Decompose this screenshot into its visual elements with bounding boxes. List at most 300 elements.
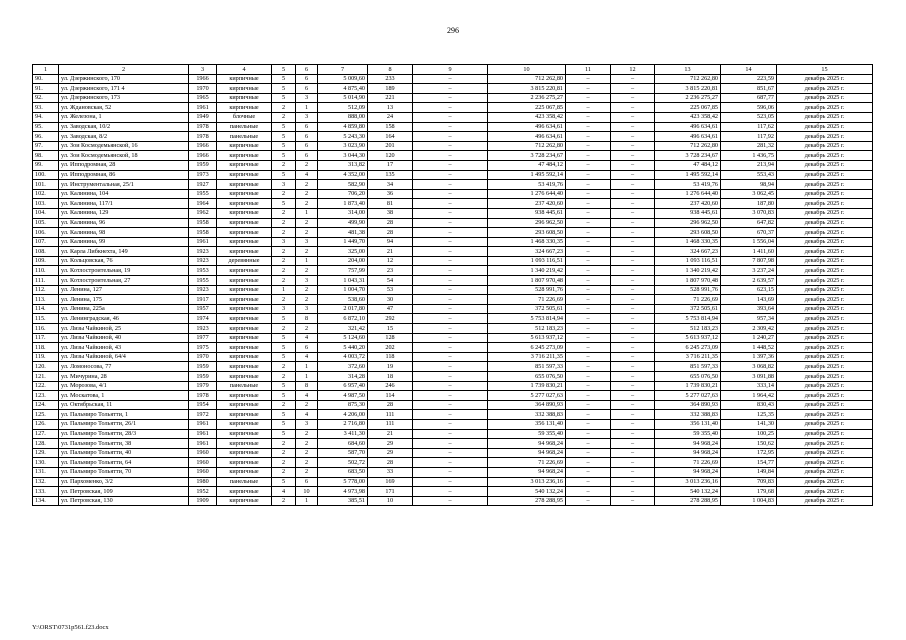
cell-cost-per-sqm: 851,67 — [721, 84, 777, 94]
cell-entrances: 2 — [296, 429, 318, 439]
cell-residents: 111 — [368, 410, 413, 420]
cell-cost-per-sqm: 333,14 — [721, 381, 777, 391]
cell-cost-2: – — [566, 333, 611, 343]
cell-total-area: 5 124,60 — [318, 333, 368, 343]
cell-cost-total: 71 226,69 — [488, 295, 566, 305]
cell-cost-sum: 3 728 234,67 — [655, 151, 721, 161]
cell-cost-2: – — [566, 381, 611, 391]
cell-cost-sum: 324 667,23 — [655, 247, 721, 257]
cell-floors: 5 — [272, 151, 296, 161]
cell-residents: 189 — [368, 84, 413, 94]
cell-cost-total: 1 739 830,21 — [488, 381, 566, 391]
cell-cost-1: – — [413, 122, 488, 132]
cell-floors: 5 — [272, 429, 296, 439]
cell-address: ул. Заводская, 8/2 — [59, 132, 189, 142]
cell-cost-1: – — [413, 170, 488, 180]
cell-residents: 201 — [368, 141, 413, 151]
table-row — [33, 496, 873, 506]
cell-cost-sum: 225 067,85 — [655, 103, 721, 113]
cell-cost-total: 1 495 592,14 — [488, 170, 566, 180]
cell-deadline: декабрь 2025 г. — [777, 103, 873, 113]
cell-address: ул. Карла Либкнехта, 149 — [59, 247, 189, 257]
cell-entrances: 2 — [296, 266, 318, 276]
cell-row-number: 99. — [33, 160, 59, 170]
cell-residents: 202 — [368, 343, 413, 353]
cell-cost-total: 278 288,95 — [488, 496, 566, 506]
cell-deadline: декабрь 2025 г. — [777, 122, 873, 132]
cell-year-built: 1970 — [189, 352, 217, 362]
cell-address: ул. Октябрьская, 11 — [59, 400, 189, 410]
cell-cost-per-sqm: 687,77 — [721, 93, 777, 103]
cell-wall-material: кирпичные — [217, 458, 272, 468]
cell-cost-total: 712 262,80 — [488, 74, 566, 84]
cell-deadline: декабрь 2025 г. — [777, 343, 873, 353]
cell-deadline: декабрь 2025 г. — [777, 151, 873, 161]
cell-year-built: 1961 — [189, 237, 217, 247]
cell-wall-material: кирпичные — [217, 199, 272, 209]
cell-total-area: 582,90 — [318, 180, 368, 190]
cell-floors: 2 — [272, 208, 296, 218]
cell-entrances: 8 — [296, 381, 318, 391]
cell-entrances: 6 — [296, 84, 318, 94]
cell-row-number: 96. — [33, 132, 59, 142]
cell-cost-1: – — [413, 285, 488, 295]
table-row — [33, 304, 873, 314]
table-row — [33, 429, 873, 439]
cell-floors: 2 — [272, 276, 296, 286]
cell-cost-per-sqm: 117,62 — [721, 122, 777, 132]
cell-total-area: 499,90 — [318, 218, 368, 228]
cell-entrances: 3 — [296, 237, 318, 247]
cell-cost-sum: 1 495 592,14 — [655, 170, 721, 180]
cell-cost-2: – — [566, 324, 611, 334]
cell-entrances: 3 — [296, 276, 318, 286]
cell-address: ул. Дзержинского, 170 — [59, 74, 189, 84]
cell-year-built: 1923 — [189, 324, 217, 334]
cell-year-built: 1966 — [189, 141, 217, 151]
cell-wall-material: кирпичные — [217, 228, 272, 238]
cell-total-area: 313,82 — [318, 160, 368, 170]
cell-row-number: 109. — [33, 256, 59, 266]
cell-row-number: 95. — [33, 122, 59, 132]
cell-cost-1: – — [413, 343, 488, 353]
cell-cost-total: 296 962,50 — [488, 218, 566, 228]
cell-cost-2: – — [566, 247, 611, 257]
cell-year-built: 1970 — [189, 84, 217, 94]
cell-total-area: 684,60 — [318, 439, 368, 449]
cell-cost-1: – — [413, 199, 488, 209]
cell-cost-sum: 59 355,40 — [655, 429, 721, 439]
cell-cost-sum: 496 634,61 — [655, 132, 721, 142]
cell-cost-sum: 496 634,61 — [655, 122, 721, 132]
cell-entrances: 2 — [296, 180, 318, 190]
table-row — [33, 237, 873, 247]
column-number-14: 14 — [721, 65, 777, 75]
cell-address: ул. Зои Космодемьянской, 16 — [59, 141, 189, 151]
cell-wall-material: кирпичные — [217, 141, 272, 151]
cell-wall-material: кирпичные — [217, 170, 272, 180]
cell-wall-material: кирпичные — [217, 237, 272, 247]
cell-cost-1: – — [413, 218, 488, 228]
cell-cost-2: – — [566, 477, 611, 487]
table-row — [33, 352, 873, 362]
cell-cost-per-sqm: 213,94 — [721, 160, 777, 170]
cell-total-area: 5 440,20 — [318, 343, 368, 353]
cell-cost-sum: 851 597,33 — [655, 362, 721, 372]
cell-cost-sum: 938 445,61 — [655, 208, 721, 218]
column-number-11: 11 — [566, 65, 611, 75]
cell-deadline: декабрь 2025 г. — [777, 314, 873, 324]
cell-cost-3: – — [611, 362, 655, 372]
cell-entrances: 6 — [296, 74, 318, 84]
cell-cost-3: – — [611, 496, 655, 506]
cell-entrances: 2 — [296, 228, 318, 238]
cell-address: ул. Ленина, 225а — [59, 304, 189, 314]
cell-cost-per-sqm: 670,37 — [721, 228, 777, 238]
cell-row-number: 112. — [33, 285, 59, 295]
cell-cost-total: 938 445,61 — [488, 208, 566, 218]
cell-cost-2: – — [566, 160, 611, 170]
cell-total-area: 4 206,00 — [318, 410, 368, 420]
cell-year-built: 1972 — [189, 410, 217, 420]
table-row — [33, 381, 873, 391]
cell-floors: 5 — [272, 352, 296, 362]
cell-floors: 2 — [272, 324, 296, 334]
cell-entrances: 4 — [296, 391, 318, 401]
cell-row-number: 106. — [33, 228, 59, 238]
table-row — [33, 218, 873, 228]
cell-total-area: 5 014,90 — [318, 93, 368, 103]
cell-floors: 5 — [272, 122, 296, 132]
cell-residents: 171 — [368, 487, 413, 497]
cell-address: ул. Калинина, 96 — [59, 218, 189, 228]
table-row — [33, 324, 873, 334]
cell-cost-3: – — [611, 448, 655, 458]
cell-deadline: декабрь 2025 г. — [777, 295, 873, 305]
cell-cost-sum: 6 245 273,09 — [655, 343, 721, 353]
cell-cost-1: – — [413, 314, 488, 324]
cell-address: ул. Пархоменко, 3/2 — [59, 477, 189, 487]
cell-cost-1: – — [413, 208, 488, 218]
cell-deadline: декабрь 2025 г. — [777, 276, 873, 286]
cell-cost-3: – — [611, 208, 655, 218]
cell-cost-2: – — [566, 180, 611, 190]
cell-cost-3: – — [611, 276, 655, 286]
cell-row-number: 103. — [33, 199, 59, 209]
cell-wall-material: кирпичные — [217, 410, 272, 420]
cell-deadline: декабрь 2025 г. — [777, 439, 873, 449]
cell-row-number: 104. — [33, 208, 59, 218]
cell-deadline: декабрь 2025 г. — [777, 208, 873, 218]
cell-cost-1: – — [413, 180, 488, 190]
cell-row-number: 114. — [33, 304, 59, 314]
table-row — [33, 208, 873, 218]
cell-cost-sum: 332 388,83 — [655, 410, 721, 420]
cell-wall-material: кирпичные — [217, 448, 272, 458]
cell-row-number: 94. — [33, 112, 59, 122]
column-number-row — [33, 65, 873, 75]
cell-cost-sum: 5 277 027,63 — [655, 391, 721, 401]
table-row — [33, 84, 873, 94]
cell-deadline: декабрь 2025 г. — [777, 237, 873, 247]
cell-cost-2: – — [566, 458, 611, 468]
cell-row-number: 120. — [33, 362, 59, 372]
cell-cost-1: – — [413, 458, 488, 468]
cell-total-area: 1 004,70 — [318, 285, 368, 295]
cell-cost-per-sqm: 3 062,45 — [721, 189, 777, 199]
table-row — [33, 103, 873, 113]
cell-cost-3: – — [611, 304, 655, 314]
cell-entrances: 2 — [296, 218, 318, 228]
cell-cost-1: – — [413, 439, 488, 449]
cell-cost-total: 496 634,61 — [488, 132, 566, 142]
table-row — [33, 170, 873, 180]
cell-cost-2: – — [566, 74, 611, 84]
cell-row-number: 110. — [33, 266, 59, 276]
cell-cost-sum: 1 739 830,21 — [655, 381, 721, 391]
cell-total-area: 5 243,30 — [318, 132, 368, 142]
cell-entrances: 3 — [296, 112, 318, 122]
cell-year-built: 1961 — [189, 439, 217, 449]
cell-deadline: декабрь 2025 г. — [777, 429, 873, 439]
cell-year-built: 1961 — [189, 429, 217, 439]
cell-wall-material: кирпичные — [217, 496, 272, 506]
cell-year-built: 1959 — [189, 160, 217, 170]
cell-cost-total: 540 132,24 — [488, 487, 566, 497]
cell-row-number: 124. — [33, 400, 59, 410]
cell-cost-sum: 71 226,69 — [655, 458, 721, 468]
cell-cost-3: – — [611, 458, 655, 468]
cell-deadline: декабрь 2025 г. — [777, 93, 873, 103]
cell-address: ул. Лизы Чайкиной, 40 — [59, 333, 189, 343]
cell-cost-3: – — [611, 295, 655, 305]
cell-deadline: декабрь 2025 г. — [777, 199, 873, 209]
table-row — [33, 160, 873, 170]
cell-deadline: декабрь 2025 г. — [777, 372, 873, 382]
cell-cost-sum: 3 013 236,16 — [655, 477, 721, 487]
cell-floors: 2 — [272, 247, 296, 257]
cell-cost-3: – — [611, 160, 655, 170]
cell-total-area: 385,51 — [318, 496, 368, 506]
cell-cost-sum: 1 340 219,42 — [655, 266, 721, 276]
cell-floors: 2 — [272, 256, 296, 266]
cell-cost-2: – — [566, 237, 611, 247]
cell-cost-per-sqm: 7 807,98 — [721, 256, 777, 266]
cell-residents: 21 — [368, 429, 413, 439]
cell-total-area: 706,20 — [318, 189, 368, 199]
cell-wall-material: блочные — [217, 112, 272, 122]
cell-wall-material: панельные — [217, 477, 272, 487]
cell-residents: 28 — [368, 228, 413, 238]
cell-cost-1: – — [413, 160, 488, 170]
column-number-4: 4 — [217, 65, 272, 75]
cell-deadline: декабрь 2025 г. — [777, 189, 873, 199]
cell-cost-per-sqm: 3 091,88 — [721, 372, 777, 382]
cell-address: ул. Пальмиро Тольятти, 64 — [59, 458, 189, 468]
cell-cost-1: – — [413, 419, 488, 429]
cell-cost-2: – — [566, 266, 611, 276]
cell-cost-total: 3 815 220,81 — [488, 84, 566, 94]
cell-address: ул. Лизы Чайкиной, 64/4 — [59, 352, 189, 362]
cell-cost-total: 1 468 330,35 — [488, 237, 566, 247]
cell-year-built: 1959 — [189, 362, 217, 372]
cell-entrances: 2 — [296, 295, 318, 305]
table-row — [33, 477, 873, 487]
cell-cost-3: – — [611, 410, 655, 420]
table-row — [33, 458, 873, 468]
cell-cost-sum: 5 613 937,12 — [655, 333, 721, 343]
cell-floors: 2 — [272, 103, 296, 113]
cell-cost-1: – — [413, 141, 488, 151]
cell-cost-1: – — [413, 189, 488, 199]
cell-total-area: 1 043,31 — [318, 276, 368, 286]
table-row — [33, 141, 873, 151]
housing-register-table — [32, 64, 873, 506]
cell-floors: 5 — [272, 333, 296, 343]
cell-total-area: 204,00 — [318, 256, 368, 266]
cell-year-built: 1979 — [189, 381, 217, 391]
cell-year-built: 1961 — [189, 419, 217, 429]
cell-year-built: 1960 — [189, 458, 217, 468]
cell-entrances: 1 — [296, 256, 318, 266]
cell-cost-1: – — [413, 266, 488, 276]
table-row — [33, 93, 873, 103]
cell-floors: 3 — [272, 304, 296, 314]
cell-cost-total: 53 419,76 — [488, 180, 566, 190]
cell-residents: 81 — [368, 199, 413, 209]
cell-address: ул. Кольцовская, 76 — [59, 256, 189, 266]
cell-row-number: 116. — [33, 324, 59, 334]
cell-floors: 3 — [272, 180, 296, 190]
cell-total-area: 4 859,80 — [318, 122, 368, 132]
cell-cost-2: – — [566, 372, 611, 382]
cell-cost-total: 356 131,40 — [488, 419, 566, 429]
cell-entrances: 2 — [296, 400, 318, 410]
cell-deadline: декабрь 2025 г. — [777, 419, 873, 429]
cell-residents: 292 — [368, 314, 413, 324]
cell-total-area: 4 003,72 — [318, 352, 368, 362]
cell-deadline: декабрь 2025 г. — [777, 458, 873, 468]
cell-floors: 2 — [272, 218, 296, 228]
cell-row-number: 126. — [33, 419, 59, 429]
cell-address: ул. Лизы Чайкиной, 25 — [59, 324, 189, 334]
cell-floors: 5 — [272, 381, 296, 391]
cell-residents: 33 — [368, 467, 413, 477]
cell-cost-2: – — [566, 199, 611, 209]
cell-cost-1: – — [413, 237, 488, 247]
cell-wall-material: кирпичные — [217, 208, 272, 218]
cell-wall-material: кирпичные — [217, 429, 272, 439]
table-row — [33, 112, 873, 122]
cell-cost-1: – — [413, 103, 488, 113]
cell-cost-3: – — [611, 132, 655, 142]
cell-residents: 34 — [368, 180, 413, 190]
cell-year-built: 1917 — [189, 295, 217, 305]
cell-cost-sum: 655 076,50 — [655, 372, 721, 382]
cell-residents: 29 — [368, 439, 413, 449]
cell-wall-material: кирпичные — [217, 189, 272, 199]
cell-entrances: 6 — [296, 477, 318, 487]
cell-cost-2: – — [566, 429, 611, 439]
cell-cost-total: 1 093 116,51 — [488, 256, 566, 266]
cell-cost-2: – — [566, 103, 611, 113]
cell-cost-total: 2 236 275,27 — [488, 93, 566, 103]
cell-cost-3: – — [611, 237, 655, 247]
column-number-13: 13 — [655, 65, 721, 75]
cell-row-number: 122. — [33, 381, 59, 391]
cell-cost-3: – — [611, 381, 655, 391]
cell-address: ул. Калинина, 98 — [59, 228, 189, 238]
cell-cost-3: – — [611, 170, 655, 180]
cell-wall-material: кирпичные — [217, 151, 272, 161]
cell-cost-total: 512 183,23 — [488, 324, 566, 334]
cell-cost-total: 6 245 273,09 — [488, 343, 566, 353]
cell-entrances: 6 — [296, 343, 318, 353]
cell-floors: 5 — [272, 84, 296, 94]
cell-row-number: 133. — [33, 487, 59, 497]
cell-wall-material: деревянные — [217, 256, 272, 266]
cell-year-built: 1977 — [189, 333, 217, 343]
cell-floors: 2 — [272, 112, 296, 122]
cell-address: ул. Котлостроительная, 27 — [59, 276, 189, 286]
cell-floors: 2 — [272, 458, 296, 468]
cell-residents: 164 — [368, 132, 413, 142]
cell-cost-1: – — [413, 112, 488, 122]
cell-cost-sum: 712 262,80 — [655, 74, 721, 84]
cell-deadline: декабрь 2025 г. — [777, 410, 873, 420]
cell-cost-total: 71 226,69 — [488, 458, 566, 468]
table-row — [33, 314, 873, 324]
cell-deadline: декабрь 2025 г. — [777, 391, 873, 401]
cell-total-area: 4 352,00 — [318, 170, 368, 180]
cell-cost-total: 1 276 644,40 — [488, 189, 566, 199]
cell-address: ул. Зои Космодемьянской, 18 — [59, 151, 189, 161]
cell-wall-material: кирпичные — [217, 160, 272, 170]
cell-total-area: 481,38 — [318, 228, 368, 238]
cell-cost-sum: 94 968,24 — [655, 439, 721, 449]
cell-cost-3: – — [611, 372, 655, 382]
cell-year-built: 1955 — [189, 276, 217, 286]
cell-total-area: 683,50 — [318, 467, 368, 477]
cell-entrances: 1 — [296, 496, 318, 506]
cell-cost-3: – — [611, 189, 655, 199]
cell-cost-per-sqm: 1 436,75 — [721, 151, 777, 161]
cell-cost-3: – — [611, 285, 655, 295]
cell-deadline: декабрь 2025 г. — [777, 487, 873, 497]
cell-floors: 5 — [272, 141, 296, 151]
cell-residents: 118 — [368, 352, 413, 362]
cell-cost-sum: 1 093 116,51 — [655, 256, 721, 266]
column-number-7: 7 — [318, 65, 368, 75]
cell-cost-total: 332 388,83 — [488, 410, 566, 420]
cell-cost-2: – — [566, 448, 611, 458]
cell-cost-1: – — [413, 362, 488, 372]
cell-entrances: 2 — [296, 439, 318, 449]
cell-wall-material: кирпичные — [217, 180, 272, 190]
cell-total-area: 325,00 — [318, 247, 368, 257]
table-row — [33, 410, 873, 420]
cell-cost-sum: 356 131,40 — [655, 419, 721, 429]
cell-residents: 21 — [368, 247, 413, 257]
cell-cost-2: – — [566, 276, 611, 286]
cell-cost-sum: 372 505,61 — [655, 304, 721, 314]
cell-address: ул. Калинина, 129 — [59, 208, 189, 218]
column-number-12: 12 — [611, 65, 655, 75]
cell-year-built: 1949 — [189, 112, 217, 122]
cell-entrances: 2 — [296, 199, 318, 209]
cell-total-area: 587,70 — [318, 448, 368, 458]
cell-entrances: 2 — [296, 189, 318, 199]
